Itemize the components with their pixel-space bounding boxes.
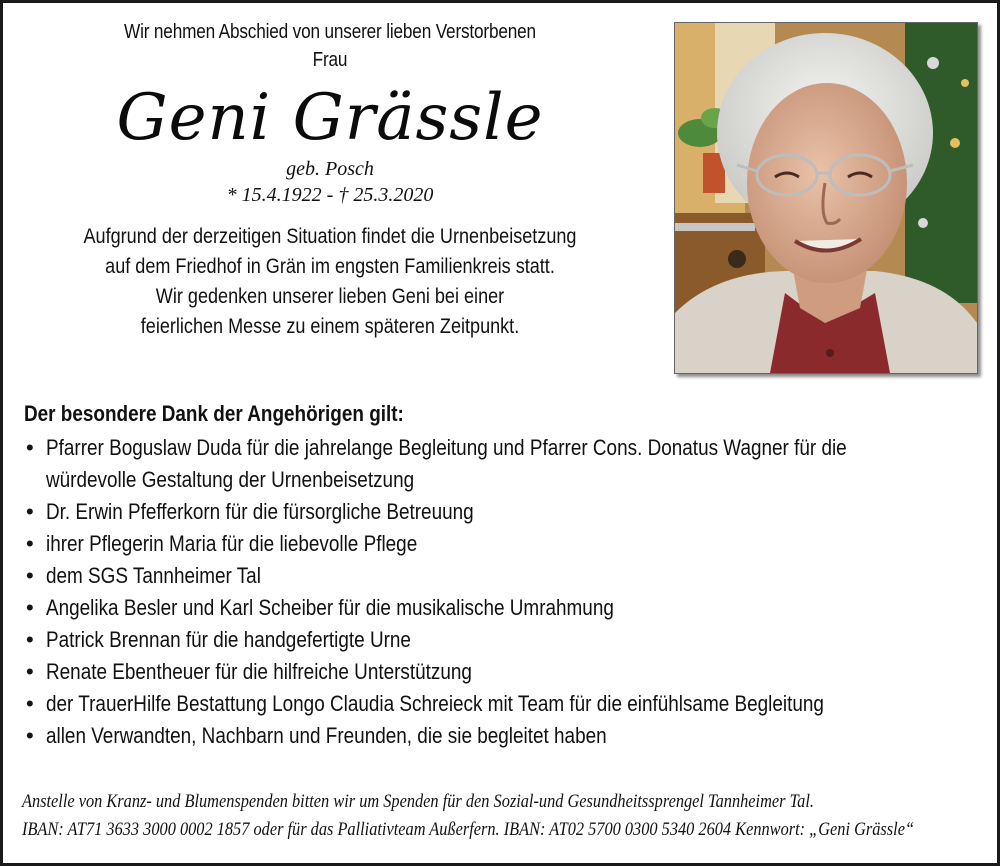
- deceased-name: Geni Grässle: [116, 81, 544, 155]
- notice-line: feierlichen Messe zu einem späteren Zeitpunkt.: [140, 315, 520, 338]
- donation-line-1: Anstelle von Kranz- und Blumenspenden bitten wir um Spenden für den Sozial-und Gesundheitssprengel Tannheimer Tal.: [22, 791, 814, 812]
- bullet-icon: •: [26, 499, 34, 524]
- bullet-icon: •: [26, 723, 34, 748]
- list-item: [24, 560, 984, 592]
- donation-note: [22, 788, 982, 844]
- list-item-text: Patrick Brennan für die handgefertigte Urne: [46, 627, 411, 652]
- thanks-title: Der besondere Dank der Angehörigen gilt:: [24, 401, 404, 426]
- bullet-icon: •: [26, 627, 34, 652]
- notice-line: auf dem Friedhof in Grän im engsten Familienkreis statt.: [105, 255, 555, 278]
- list-item-text: Pfarrer Boguslaw Duda für die jahrelange Begleitung und Pfarrer Cons. Donatus Wagner für die: [46, 435, 847, 460]
- list-item-text: Dr. Erwin Pfefferkorn für die fürsorgliche Betreuung: [46, 499, 474, 524]
- life-dates: * 15.4.1922 - † 25.3.2020: [226, 184, 434, 206]
- list-item-text: der TrauerHilfe Bestattung Longo Claudia Schreieck mit Team für die einfühlsame Begleitung: [46, 691, 824, 716]
- bullet-icon: •: [26, 691, 34, 716]
- notice-line: Wir gedenken unserer lieben Geni bei einer: [155, 285, 505, 308]
- donation-line-2: IBAN: AT71 3633 3000 0002 1857 oder für das Palliativteam Außerfern. IBAN: AT02 5700 0300 5340 2604 Kennwort: „Geni Grässle“: [22, 819, 915, 840]
- list-item-text: Angelika Besler und Karl Scheiber für die musikalische Umrahmung: [46, 595, 614, 620]
- portrait-photo: [674, 22, 978, 374]
- intro-line-1: Wir nehmen Abschied von unserer lieben Verstorbenen: [124, 21, 536, 43]
- bullet-icon: •: [26, 659, 34, 684]
- intro-line-2: Frau: [312, 49, 348, 71]
- list-item: [24, 688, 984, 720]
- obituary-header: [20, 18, 640, 342]
- funeral-notice: [63, 222, 596, 342]
- bullet-icon: •: [26, 595, 34, 620]
- list-item-text: ihrer Pflegerin Maria für die liebevolle Pflege: [46, 531, 418, 556]
- list-item-text: allen Verwandten, Nachbarn und Freunden, die sie begleitet haben: [46, 723, 607, 748]
- list-item: [24, 720, 984, 752]
- list-item: [24, 432, 984, 496]
- list-item: [24, 624, 984, 656]
- bullet-icon: •: [26, 531, 34, 556]
- list-item: [24, 592, 984, 624]
- list-item: [24, 496, 984, 528]
- thanks-list: [24, 432, 984, 752]
- list-item: [24, 656, 984, 688]
- list-item: [24, 528, 984, 560]
- thanks-section: [24, 400, 984, 752]
- notice-line: Aufgrund der derzeitigen Situation findet die Urnenbeisetzung: [83, 225, 577, 248]
- bullet-icon: •: [26, 435, 34, 460]
- list-item-text: würdevolle Gestaltung der Urnenbeisetzung: [46, 467, 415, 492]
- birth-name: geb. Posch: [286, 158, 374, 180]
- list-item-text: dem SGS Tannheimer Tal: [46, 563, 261, 588]
- list-item-text: Renate Ebentheuer für die hilfreiche Unterstützung: [46, 659, 472, 684]
- bullet-icon: •: [26, 563, 34, 588]
